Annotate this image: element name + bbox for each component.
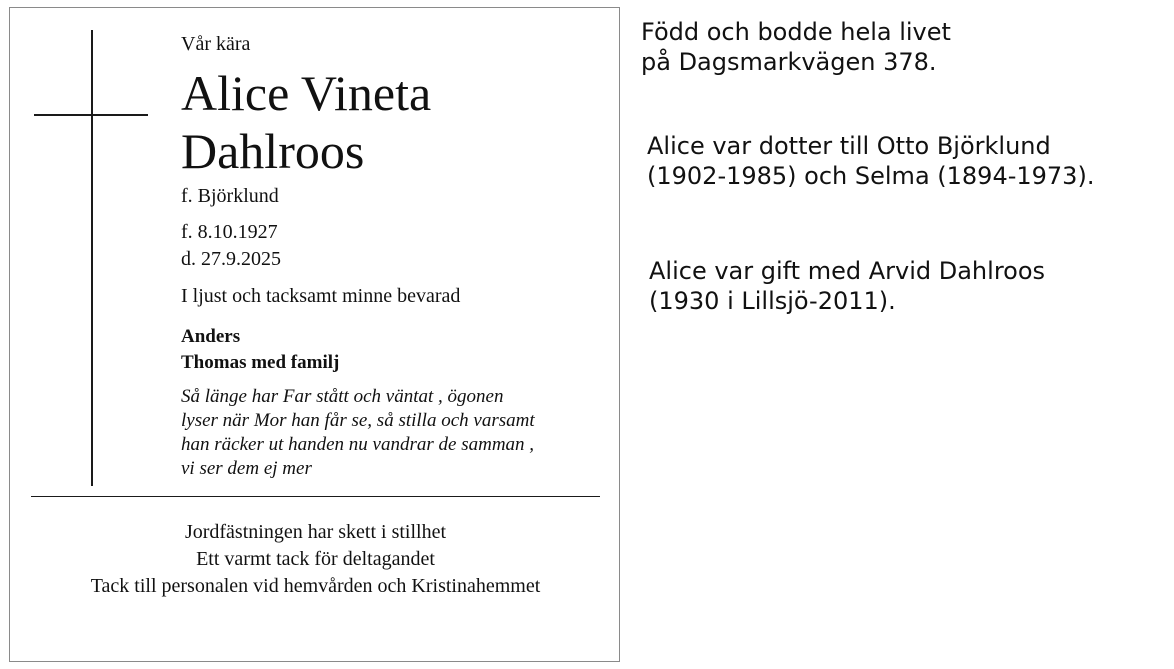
footer-line: Ett varmt tack för deltagandet bbox=[196, 548, 435, 570]
mourner-name: Thomas med familj bbox=[181, 352, 340, 373]
birth-date: f. 8.10.1927 bbox=[181, 221, 278, 243]
side-note-line: (1930 i Lillsjö-2011). bbox=[649, 287, 896, 315]
footer-line: Jordfästningen har skett i stillhet bbox=[184, 521, 447, 543]
side-note-line: på Dagsmarkvägen 378. bbox=[641, 48, 937, 76]
side-note-spouse bbox=[649, 256, 1045, 316]
poem-line: lyser när Mor han får se, så stilla och varsamt bbox=[181, 410, 535, 431]
memory-text: I ljust och tacksamt minne bevarad bbox=[181, 285, 461, 307]
footer-line: Tack till personalen vid hemvården och Kristinahemmet bbox=[90, 575, 541, 597]
side-note-line: Född och bodde hela livet bbox=[641, 18, 951, 46]
poem-line: Så länge har Far stått och väntat , ögonen bbox=[181, 386, 504, 407]
side-note-line: Alice var gift med Arvid Dahlroos bbox=[649, 257, 1046, 285]
divider bbox=[31, 496, 600, 497]
mourner-name: Anders bbox=[181, 326, 241, 347]
deceased-name-line1: Alice Vineta bbox=[181, 65, 432, 121]
cross-icon bbox=[91, 30, 93, 486]
poem-line: han räcker ut handen nu vandrar de samman , bbox=[181, 434, 535, 455]
memorial-poem bbox=[181, 385, 535, 481]
maiden-name: f. Björklund bbox=[181, 185, 279, 207]
death-notice bbox=[9, 7, 620, 662]
side-note-residence bbox=[641, 17, 951, 77]
deceased-name-line2: Dahlroos bbox=[181, 123, 365, 179]
intro-text: Vår kära bbox=[181, 33, 251, 55]
cross-icon-bar bbox=[34, 114, 148, 116]
side-note-line: (1902-1985) och Selma (1894-1973). bbox=[647, 162, 1095, 190]
poem-line: vi ser dem ej mer bbox=[181, 458, 312, 479]
side-note-line: Alice var dotter till Otto Björklund bbox=[647, 132, 1051, 160]
notice-footer bbox=[10, 519, 621, 600]
deceased-name bbox=[181, 64, 431, 180]
death-date: d. 27.9.2025 bbox=[181, 248, 281, 270]
side-note-parents bbox=[647, 131, 1094, 191]
